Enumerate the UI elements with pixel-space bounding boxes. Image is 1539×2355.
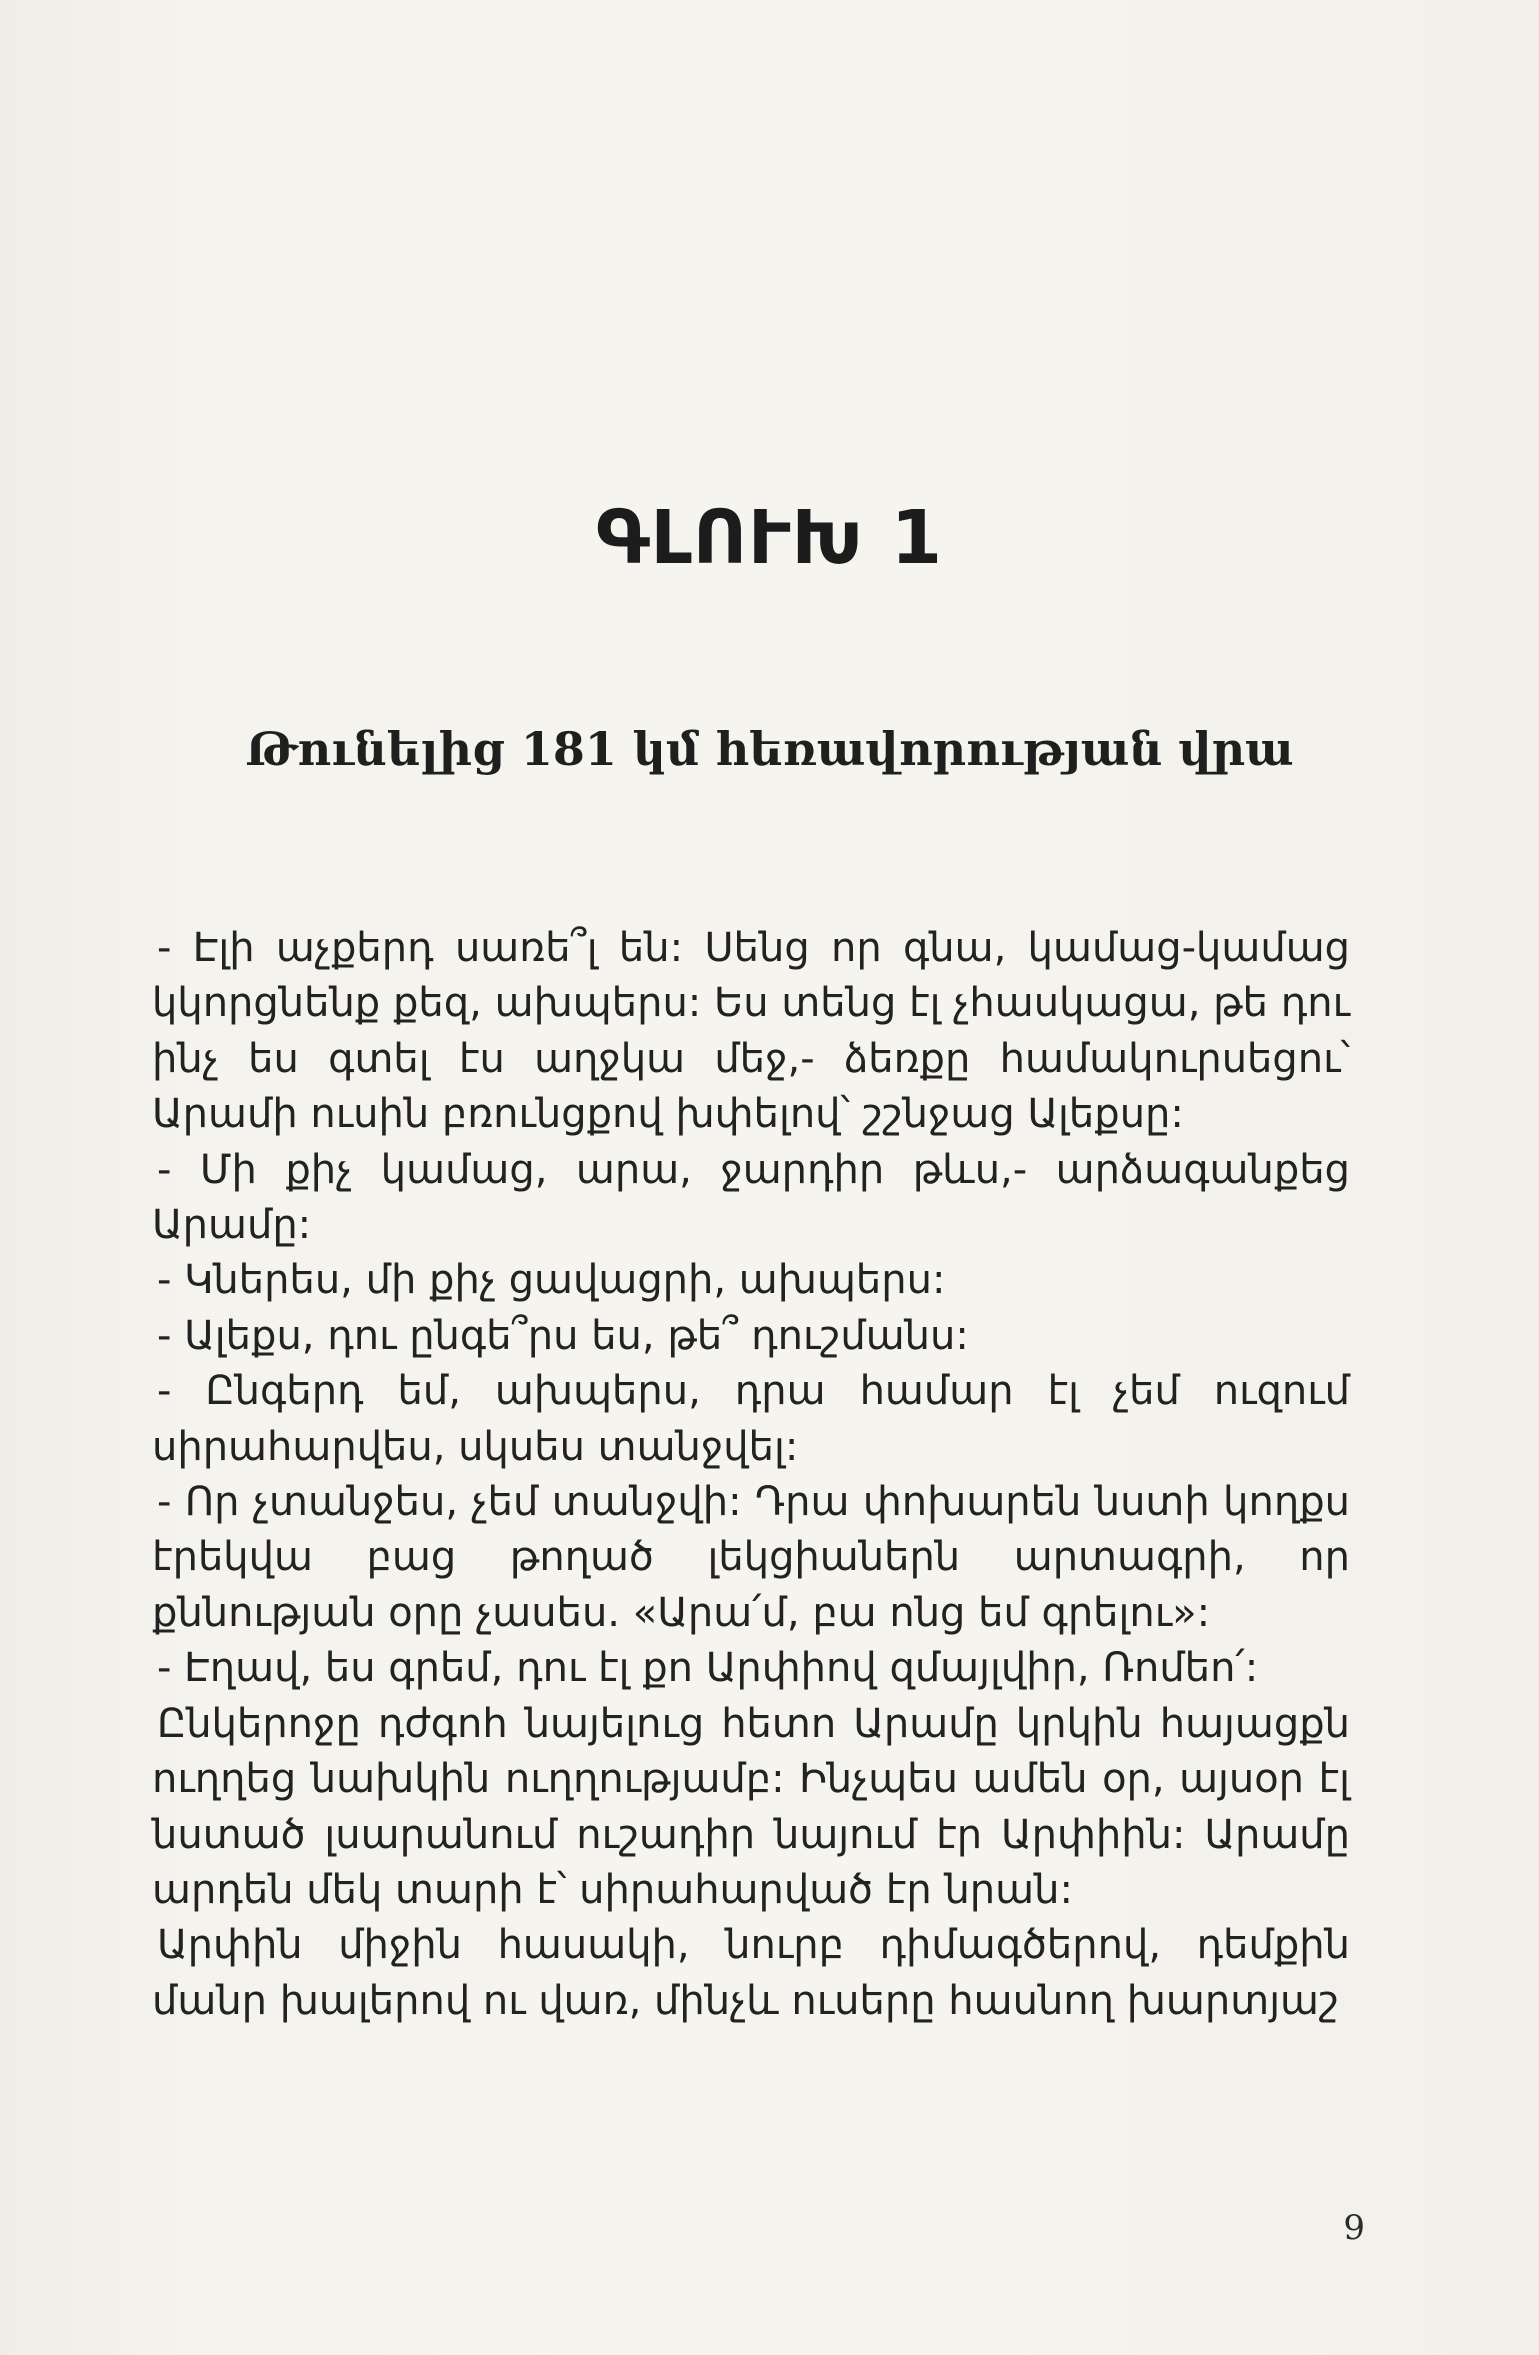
paragraph: Արփին միջին հասակի, նուրբ դիմագծերով, դեմքին մանր խալերով ու վառ, մինչև ուսերը հասնող խարտյաշ — [152, 1922, 1350, 2024]
paragraph: - Կներես, մի քիչ ցավացրի, ախպերս: — [157, 1257, 946, 1304]
body-text — [152, 921, 1350, 2029]
paragraph: - Ընգերդ եմ, ախպերս, դրա համար էլ չեմ ուզում սիրահարվես, սկսես տանջվել: — [152, 1368, 1350, 1470]
chapter-title: ԳԼՈՒԽ 1 — [595, 495, 944, 581]
paragraph: - Էլի աչքերդ սառե՞լ են: Սենց որ գնա, կամաց-կամաց կկորցնենք քեզ, ախպերս: Ես տենց էլ չհասկացա, թե դու ինչ ես գտել էս աղջկա մեջ,- ձեռքը համակուրսեցու՝ Արամի ուսին բռունցքով խփելով՝ շշնջաց Ալեքսը: — [152, 925, 1350, 1138]
paragraph: - Մի քիչ կամաց, արա, ջարդիր թևս,- արձագանքեց Արամը: — [152, 1146, 1350, 1249]
paragraph: - Ալեքս, դու ընգե՞րս ես, թե՞ դուշմանս: — [157, 1312, 969, 1359]
page-number: 9 — [1343, 2208, 1365, 2248]
paragraph: - Որ չտանջես, չեմ տանջվի: Դրա փոխարեն նստի կողքս էրեկվա բաց թողած լեկցիաներն արտագրի, որ քննության օրը չասես. «Արա՛մ, բա ոնց եմ գրելու»: — [152, 1479, 1350, 1636]
section-title: Թունելից 181 կմ հեռավորության վրա — [245, 722, 1294, 776]
paragraph: - Էղավ, ես գրեմ, դու էլ քո Արփիով զմայլվիր, Ռոմեո՛: — [157, 1645, 1259, 1692]
paragraph: Ընկերոջը դժգոհ նայելուց հետո Արամը կրկին հայացքն ուղղեց նախկին ուղղությամբ: Ինչպես ամեն օր, այսօր էլ նստած լսարանում ուշադիր նայում էր Արփիին: Արամը արդեն մեկ տարի է՝ սիրահարված էր նրան: — [152, 1700, 1350, 1913]
